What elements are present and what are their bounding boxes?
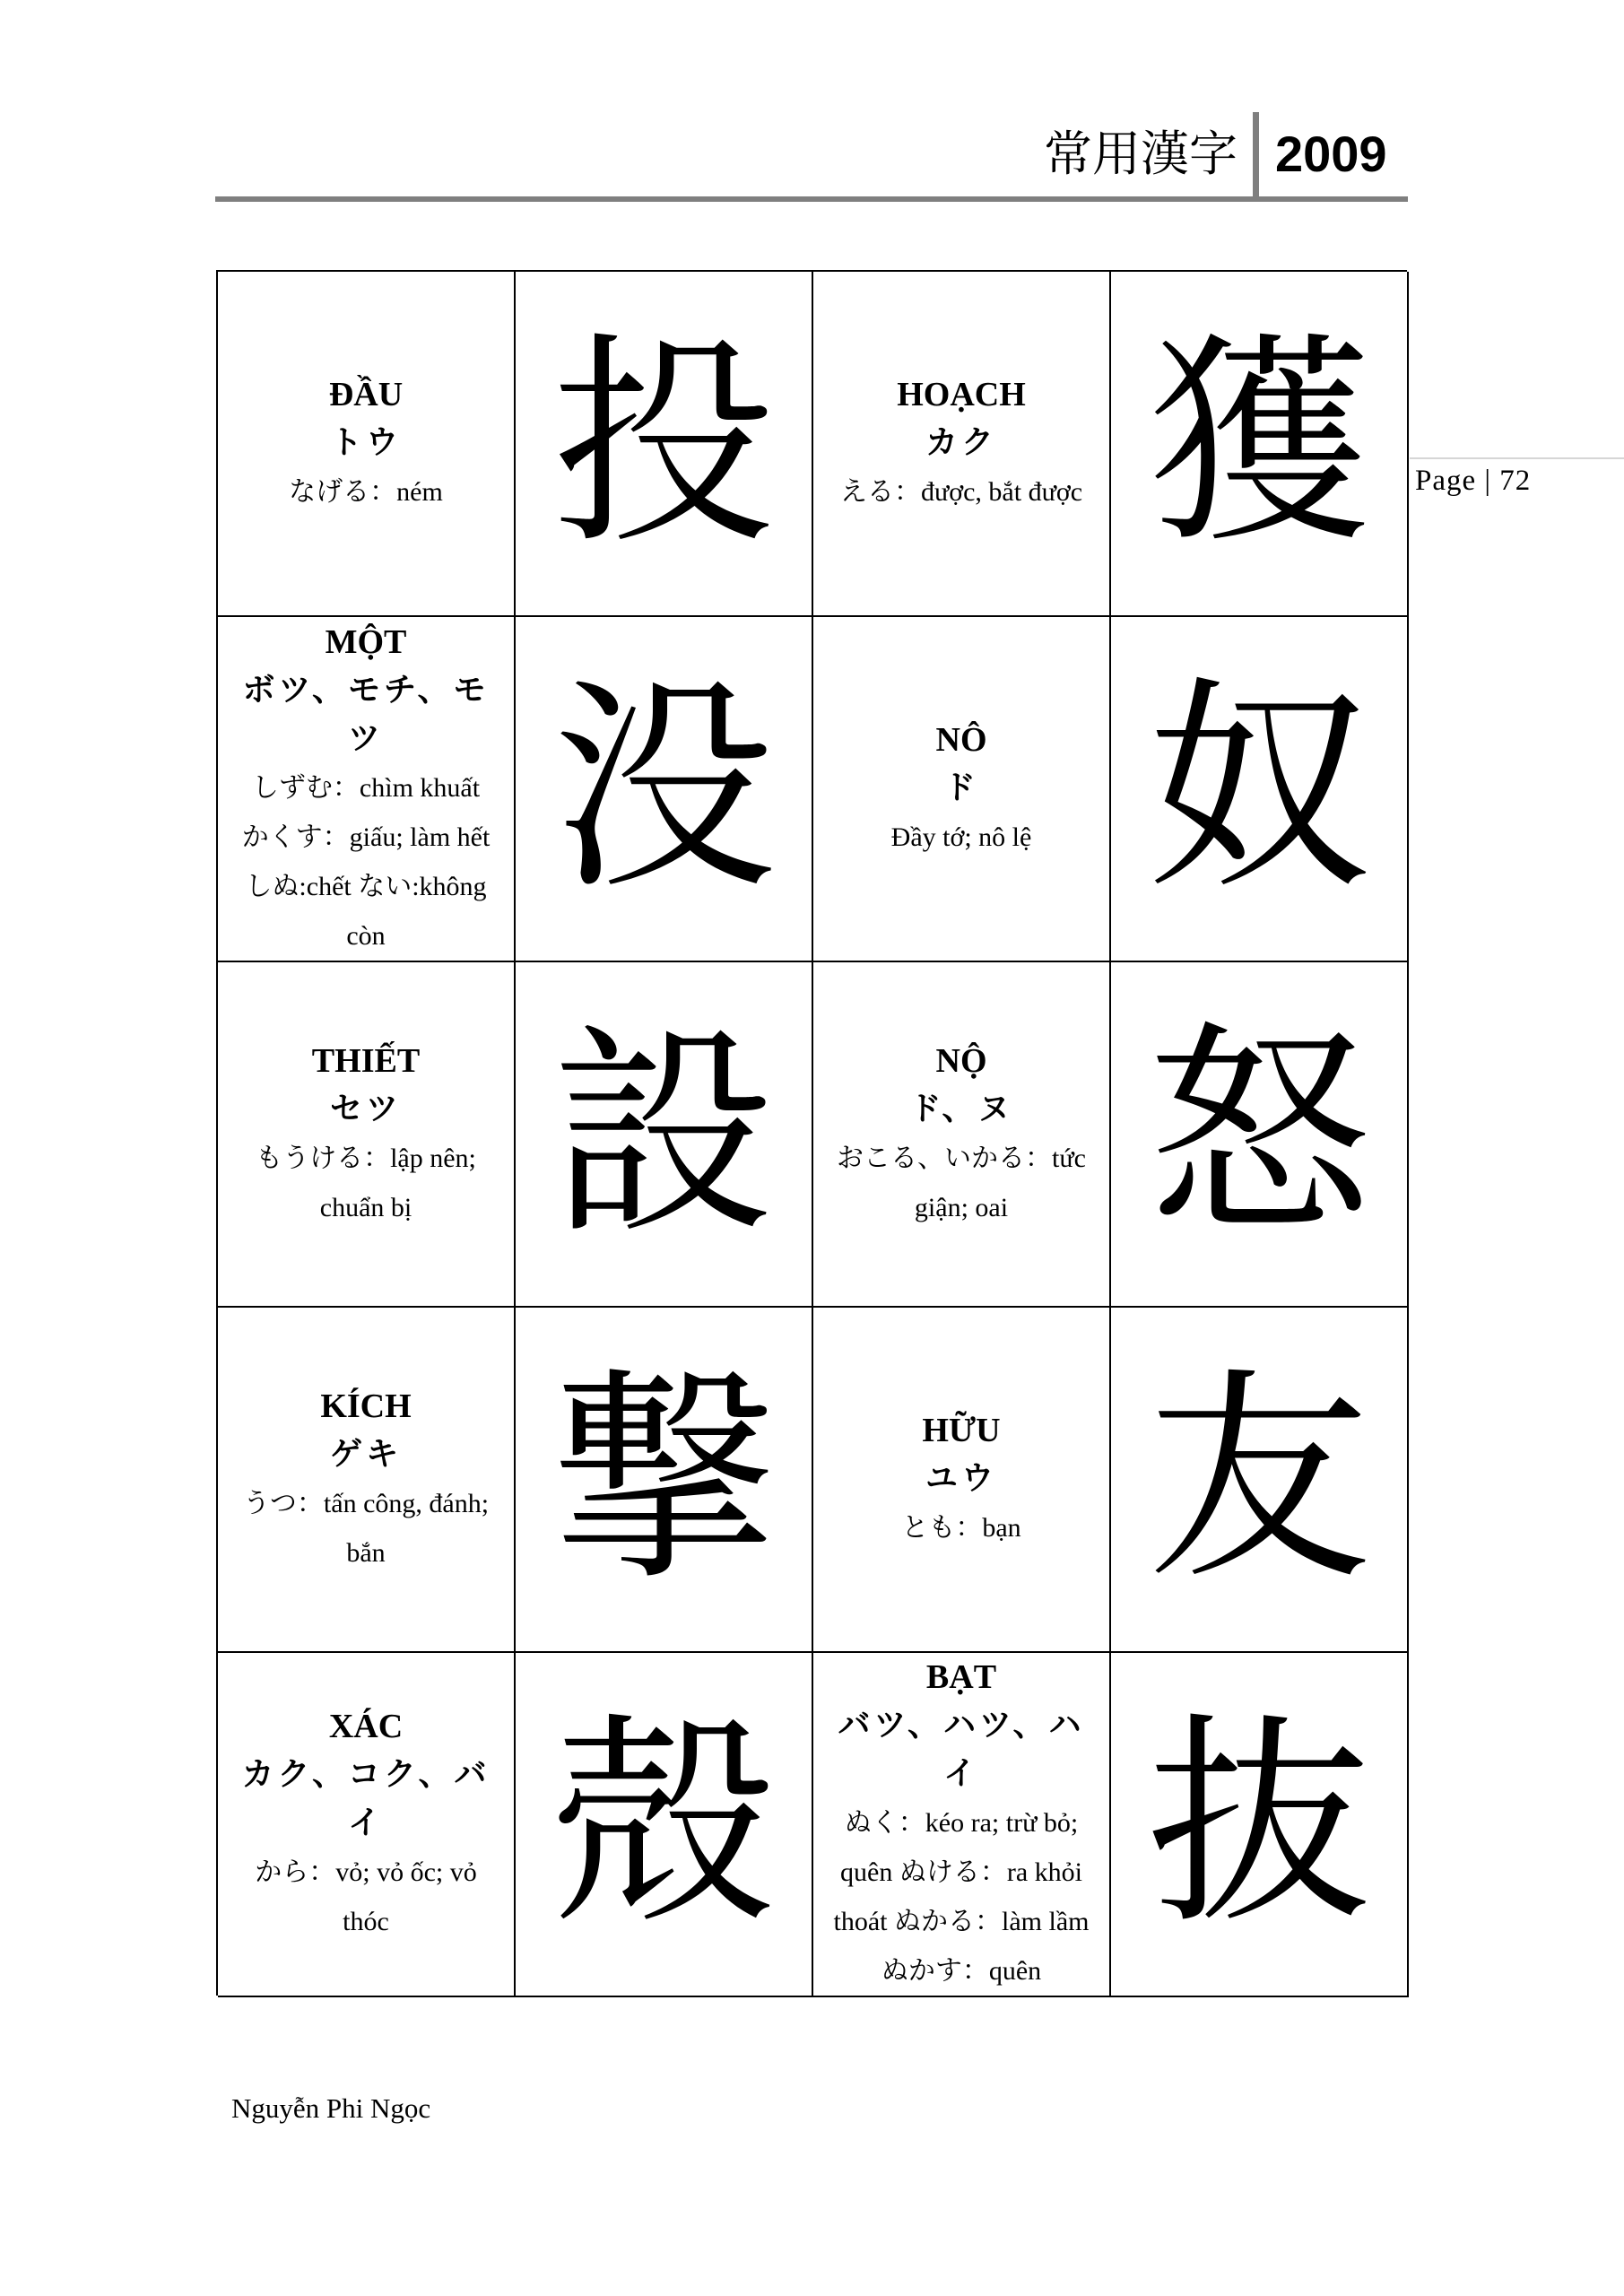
on-reading: ド <box>942 770 979 806</box>
kanji-character: 怒 <box>1111 962 1409 1308</box>
page-number: Page | 72 <box>1415 465 1532 497</box>
on-reading: トウ <box>329 424 402 461</box>
sino-vietnamese-reading: XÁC <box>328 1708 404 1745</box>
author-footer: Nguyễn Phi Ngọc <box>231 2092 431 2124</box>
sino-vietnamese-reading: HOẠCH <box>897 376 1026 413</box>
header-year: 2009 <box>1275 126 1387 182</box>
on-reading: ゲキ <box>329 1435 402 1473</box>
kun-meaning: とも：bạn <box>901 1513 1021 1543</box>
kanji-info-cell <box>218 617 516 962</box>
header-rule <box>215 196 1408 202</box>
kanji-character: 殻 <box>516 1653 813 1997</box>
kanji-info-cell <box>813 1653 1111 1997</box>
kanji-character: 投 <box>516 272 813 617</box>
sino-vietnamese-reading: KÍCH <box>320 1387 412 1425</box>
on-reading: カク <box>925 424 997 461</box>
kun-meaning: しずむ：chìm khuất <box>251 772 481 803</box>
sino-vietnamese-reading: HỮU <box>922 1412 1001 1449</box>
kun-meaning: Đầy tớ; nô lệ <box>890 822 1032 852</box>
sino-vietnamese-reading: MỘT <box>325 622 407 661</box>
kanji-character: 設 <box>516 962 813 1308</box>
kanji-info-cell <box>218 272 516 617</box>
kanji-grid <box>216 270 1407 1996</box>
kanji-character: 没 <box>516 617 813 962</box>
sino-vietnamese-reading: ĐẦU <box>328 376 404 413</box>
kanji-info-cell <box>218 962 516 1308</box>
sino-vietnamese-reading: THIẾT <box>311 1041 421 1080</box>
sino-vietnamese-reading: BẠT <box>925 1658 997 1696</box>
kanji-info-cell <box>813 1308 1111 1653</box>
page-header <box>215 112 1408 202</box>
kanji-info-cell <box>813 962 1111 1308</box>
sino-vietnamese-reading: NỘ <box>935 1041 987 1080</box>
on-reading: ド、ヌ <box>908 1090 1014 1127</box>
kanji-info-cell <box>813 272 1111 617</box>
on-reading: ユウ <box>925 1460 997 1497</box>
kanji-info-cell <box>218 1308 516 1653</box>
kun-meaning: ぬく：kéo ra; trừ bỏ; quên ぬける：ra khỏi thoát ぬかる：làm lầm ぬかす：quên <box>833 1808 1090 1986</box>
kanji-character: 獲 <box>1111 272 1409 617</box>
kun-meaning: かくす：giấu; làm hết <box>241 822 491 852</box>
kanji-info-cell <box>218 1653 516 1997</box>
kun-meaning: もうける：lập nên; chuẩn bị <box>256 1143 476 1222</box>
kun-meaning: なげる：ném <box>289 477 443 507</box>
on-reading: バツ、ハツ、ハイ <box>838 1707 1085 1792</box>
kanji-character: 抜 <box>1111 1653 1409 1997</box>
on-reading: カク、コク、バイ <box>241 1756 491 1841</box>
header-separator <box>1253 112 1259 202</box>
kanji-info-cell <box>813 617 1111 962</box>
on-reading: セツ <box>329 1090 402 1127</box>
sino-vietnamese-reading: NÔ <box>935 721 987 759</box>
kanji-character: 友 <box>1111 1308 1409 1653</box>
kanji-character: 撃 <box>516 1308 813 1653</box>
kanji-character: 奴 <box>1111 617 1409 962</box>
kun-meaning: しぬ:chết ない:không còn <box>245 871 487 951</box>
header-title: 常用漢字 <box>1044 126 1238 182</box>
kun-meaning: から：vỏ; vỏ ốc; vỏ thóc <box>255 1857 477 1936</box>
kun-meaning: おこる、いかる：tức giận; oai <box>837 1143 1086 1222</box>
kun-meaning: うつ：tấn công, đánh; bắn <box>242 1488 490 1568</box>
on-reading: ボツ、モチ、モツ <box>242 671 490 757</box>
kun-meaning: える：được, bắt được <box>839 477 1083 507</box>
